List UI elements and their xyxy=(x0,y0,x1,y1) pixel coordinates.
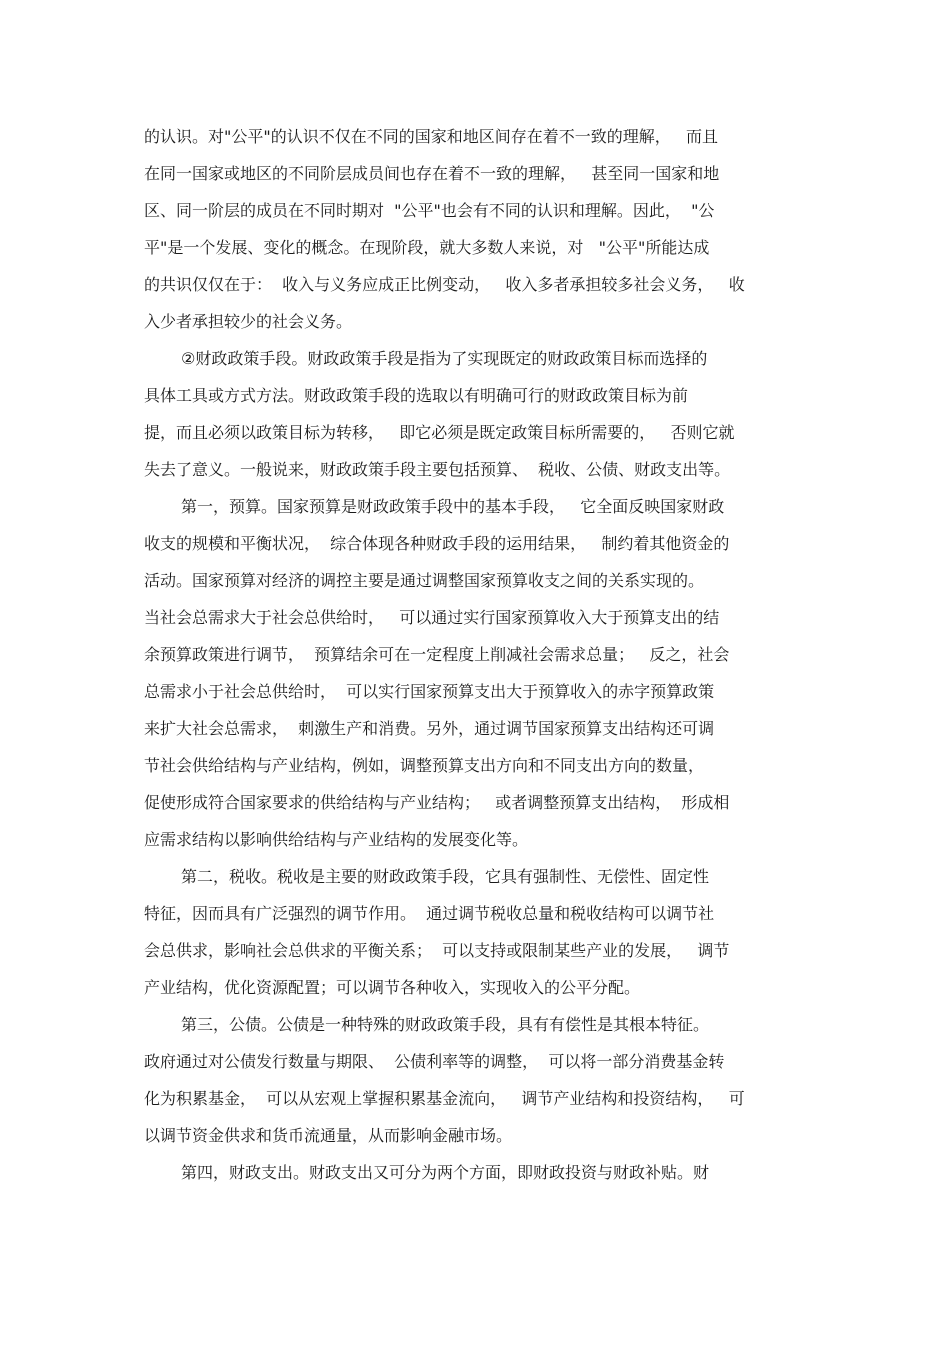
text-line: 应需求结构以影响供给结构与产业结构的发展变化等。 xyxy=(144,830,529,849)
text-line: 总需求小于社会总供给时， 可以实行国家预算支出大于预算收入的赤字预算政策 xyxy=(144,682,715,701)
text-line: 的认识。对"公平"的认识不仅在不同的国家和地区间存在着不一致的理解， 而且 xyxy=(144,127,718,146)
text-line: 活动。国家预算对经济的调控主要是通过调整国家预算收支之间的关系实现的。 xyxy=(144,571,705,590)
text-line: 政府通过对公债发行数量与期限、 公债利率等的调整， 可以将一部分消费基金转 xyxy=(144,1052,725,1071)
text-line: 入少者承担较少的社会义务。 xyxy=(144,312,353,331)
text-line: 化为积累基金， 可以从宏观上掌握积累基金流向， 调节产业结构和投资结构， 可 xyxy=(144,1089,745,1108)
text-line: 失去了意义。一般说来，财政政策手段主要包括预算、 税收、公债、财政支出等。 xyxy=(144,460,731,479)
text-line: 促使形成符合国家要求的供给结构与产业结构； 或者调整预算支出结构， 形成相 xyxy=(144,793,730,812)
text-line: 会总供求，影响社会总供求的平衡关系； 可以支持或限制某些产业的发展， 调节 xyxy=(144,941,730,960)
text-line: 特征，因而具有广泛强烈的调节作用。 通过调节税收总量和税收结构可以调节社 xyxy=(144,904,715,923)
body-text xyxy=(144,118,814,1191)
text-line: 提，而且必须以政策目标为转移， 即它必须是既定政策目标所需要的， 否则它就 xyxy=(144,423,735,442)
text-line: 的共识仅仅在于： 收入与义务应成正比例变动， 收入多者承担较多社会义务， 收 xyxy=(144,275,745,294)
text-line: 平"是一个发展、变化的概念。在现阶段，就大多数人来说，对 "公平"所能达成 xyxy=(144,238,710,257)
paragraph-start-line: 第二，税收。税收是主要的财政政策手段，它具有强制性、无偿性、固定性 xyxy=(181,867,710,886)
text-line: 在同一国家或地区的不同阶层成员间也存在着不一致的理解， 甚至同一国家和地 xyxy=(144,164,720,183)
text-line: 当社会总需求大于社会总供给时， 可以通过实行国家预算收入大于预算支出的结 xyxy=(144,608,720,627)
paragraph-start-line: 第一，预算。国家预算是财政政策手段中的基本手段， 它全面反映国家财政 xyxy=(181,497,725,516)
paragraph-start-line: ②财政政策手段。财政政策手段是指为了实现既定的财政政策目标而选择的 xyxy=(181,349,708,368)
text-line: 以调节资金供求和货币流通量，从而影响金融市场。 xyxy=(144,1126,513,1145)
text-line: 区、同一阶层的成员在不同时期对 "公平"也会有不同的认识和理解。因此， "公 xyxy=(144,201,715,220)
text-line: 节社会供给结构与产业结构，例如，调整预算支出方向和不同支出方向的数量， xyxy=(144,756,705,775)
text-line: 来扩大社会总需求， 刺激生产和消费。另外，通过调节国家预算支出结构还可调 xyxy=(144,719,715,738)
paragraph-start-line: 第三，公债。公债是一种特殊的财政政策手段，具有有偿性是其根本特征。 xyxy=(181,1015,710,1034)
paragraph-start-line: 第四，财政支出。财政支出又可分为两个方面，即财政投资与财政补贴。财 xyxy=(181,1163,710,1182)
text-line: 具体工具或方式方法。财政政策手段的选取以有明确可行的财政政策目标为前 xyxy=(144,386,689,405)
text-line: 收支的规模和平衡状况， 综合体现各种财政手段的运用结果， 制约着其他资金的 xyxy=(144,534,730,553)
text-line: 产业结构，优化资源配置；可以调节各种收入，实现收入的公平分配。 xyxy=(144,978,641,997)
text-line: 余预算政策进行调节， 预算结余可在一定程度上削减社会需求总量； 反之，社会 xyxy=(144,645,730,664)
